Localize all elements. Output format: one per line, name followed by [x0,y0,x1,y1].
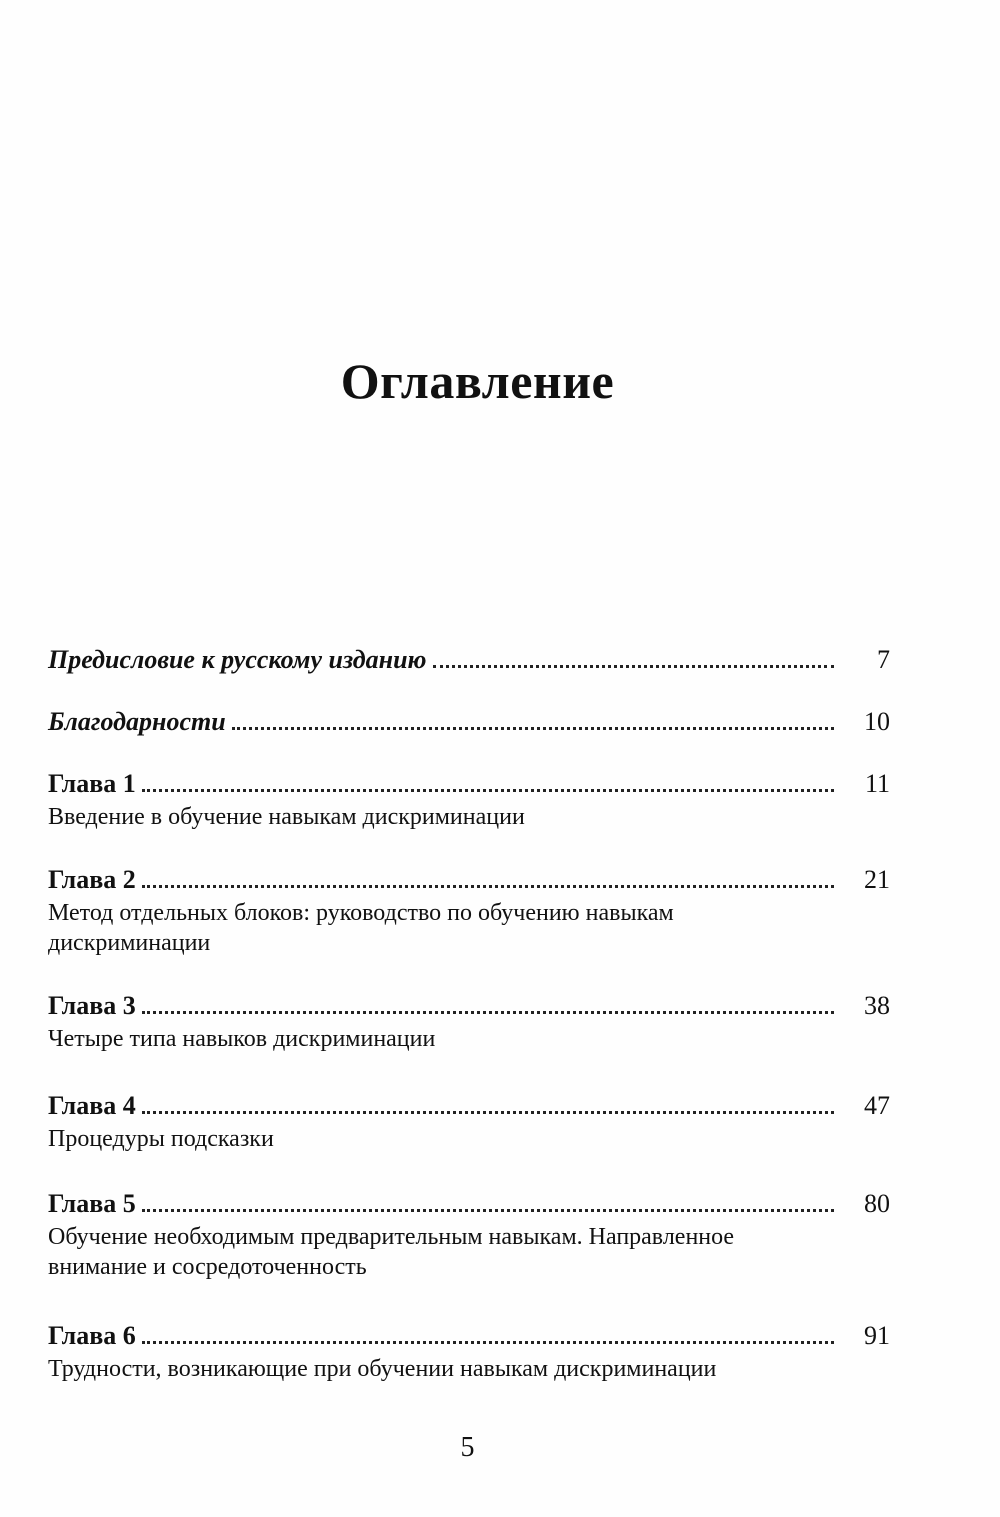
toc-entry-heading-line [48,1088,890,1124]
toc-entry-acknowledgements [48,704,890,740]
page-title: Оглавление [340,353,615,409]
dot-leader [142,789,834,792]
toc-entry-subtitle: Четыре типа навыков дискриминации [48,1026,436,1052]
toc-entry-heading-line [48,988,890,1024]
toc-entry-subtitle: Обучение необходимым предварительным навыкам. Направленное внимание и сосредоточенность [48,1224,735,1280]
toc-entry-chapter-2 [48,862,890,958]
toc-entry-title: Глава 2 [48,865,136,894]
toc-entry-subtitle: Процедуры подсказки [48,1126,274,1152]
toc-entry-heading-line [48,704,890,740]
dot-leader [232,727,834,730]
toc-entry-heading-line [48,1318,890,1354]
toc-entry-heading-line [48,642,890,678]
toc-page-number: 10 [864,707,890,736]
toc-page-number: 80 [864,1189,890,1218]
page-number: 5 [460,1432,475,1463]
toc-entry-heading-line [48,1186,890,1222]
dot-leader [142,1011,834,1014]
toc-page-number: 21 [864,865,890,894]
dot-leader [433,665,834,668]
toc-entry-chapter-5 [48,1186,890,1282]
toc-entry-title: Глава 5 [48,1189,136,1218]
toc-entry-title: Глава 4 [48,1091,136,1120]
toc-entry-title: Предисловие к русскому изданию [48,645,427,674]
toc-page-number: 38 [864,991,890,1020]
toc-entry-title: Благодарности [48,707,226,736]
toc-entry-preface [48,642,890,678]
toc-entry-title: Глава 3 [48,991,136,1020]
dot-leader [142,1111,834,1114]
toc-entry-chapter-3 [48,988,890,1054]
toc-page-number: 91 [864,1321,890,1350]
toc-page-number: 7 [877,645,890,674]
dot-leader [142,885,834,888]
toc-page-number: 11 [864,769,890,798]
table-of-contents [48,642,890,1384]
toc-entry-subtitle: Введение в обучение навыкам дискриминации [48,804,525,830]
toc-entry-subtitle: Метод отдельных блоков: руководство по обучению навыкам дискриминации [48,900,674,956]
dot-leader [142,1341,834,1344]
dot-leader [142,1209,834,1212]
toc-entry-heading-line [48,766,890,802]
toc-page-number: 47 [864,1091,890,1120]
toc-entry-chapter-1 [48,766,890,832]
toc-entry-chapter-6 [48,1318,890,1384]
toc-entry-heading-line [48,862,890,898]
toc-entry-subtitle: Трудности, возникающие при обучении навыкам дискриминации [48,1356,717,1382]
toc-entry-title: Глава 6 [48,1321,136,1350]
toc-entry-title: Глава 1 [48,769,136,798]
toc-entry-chapter-4 [48,1088,890,1154]
